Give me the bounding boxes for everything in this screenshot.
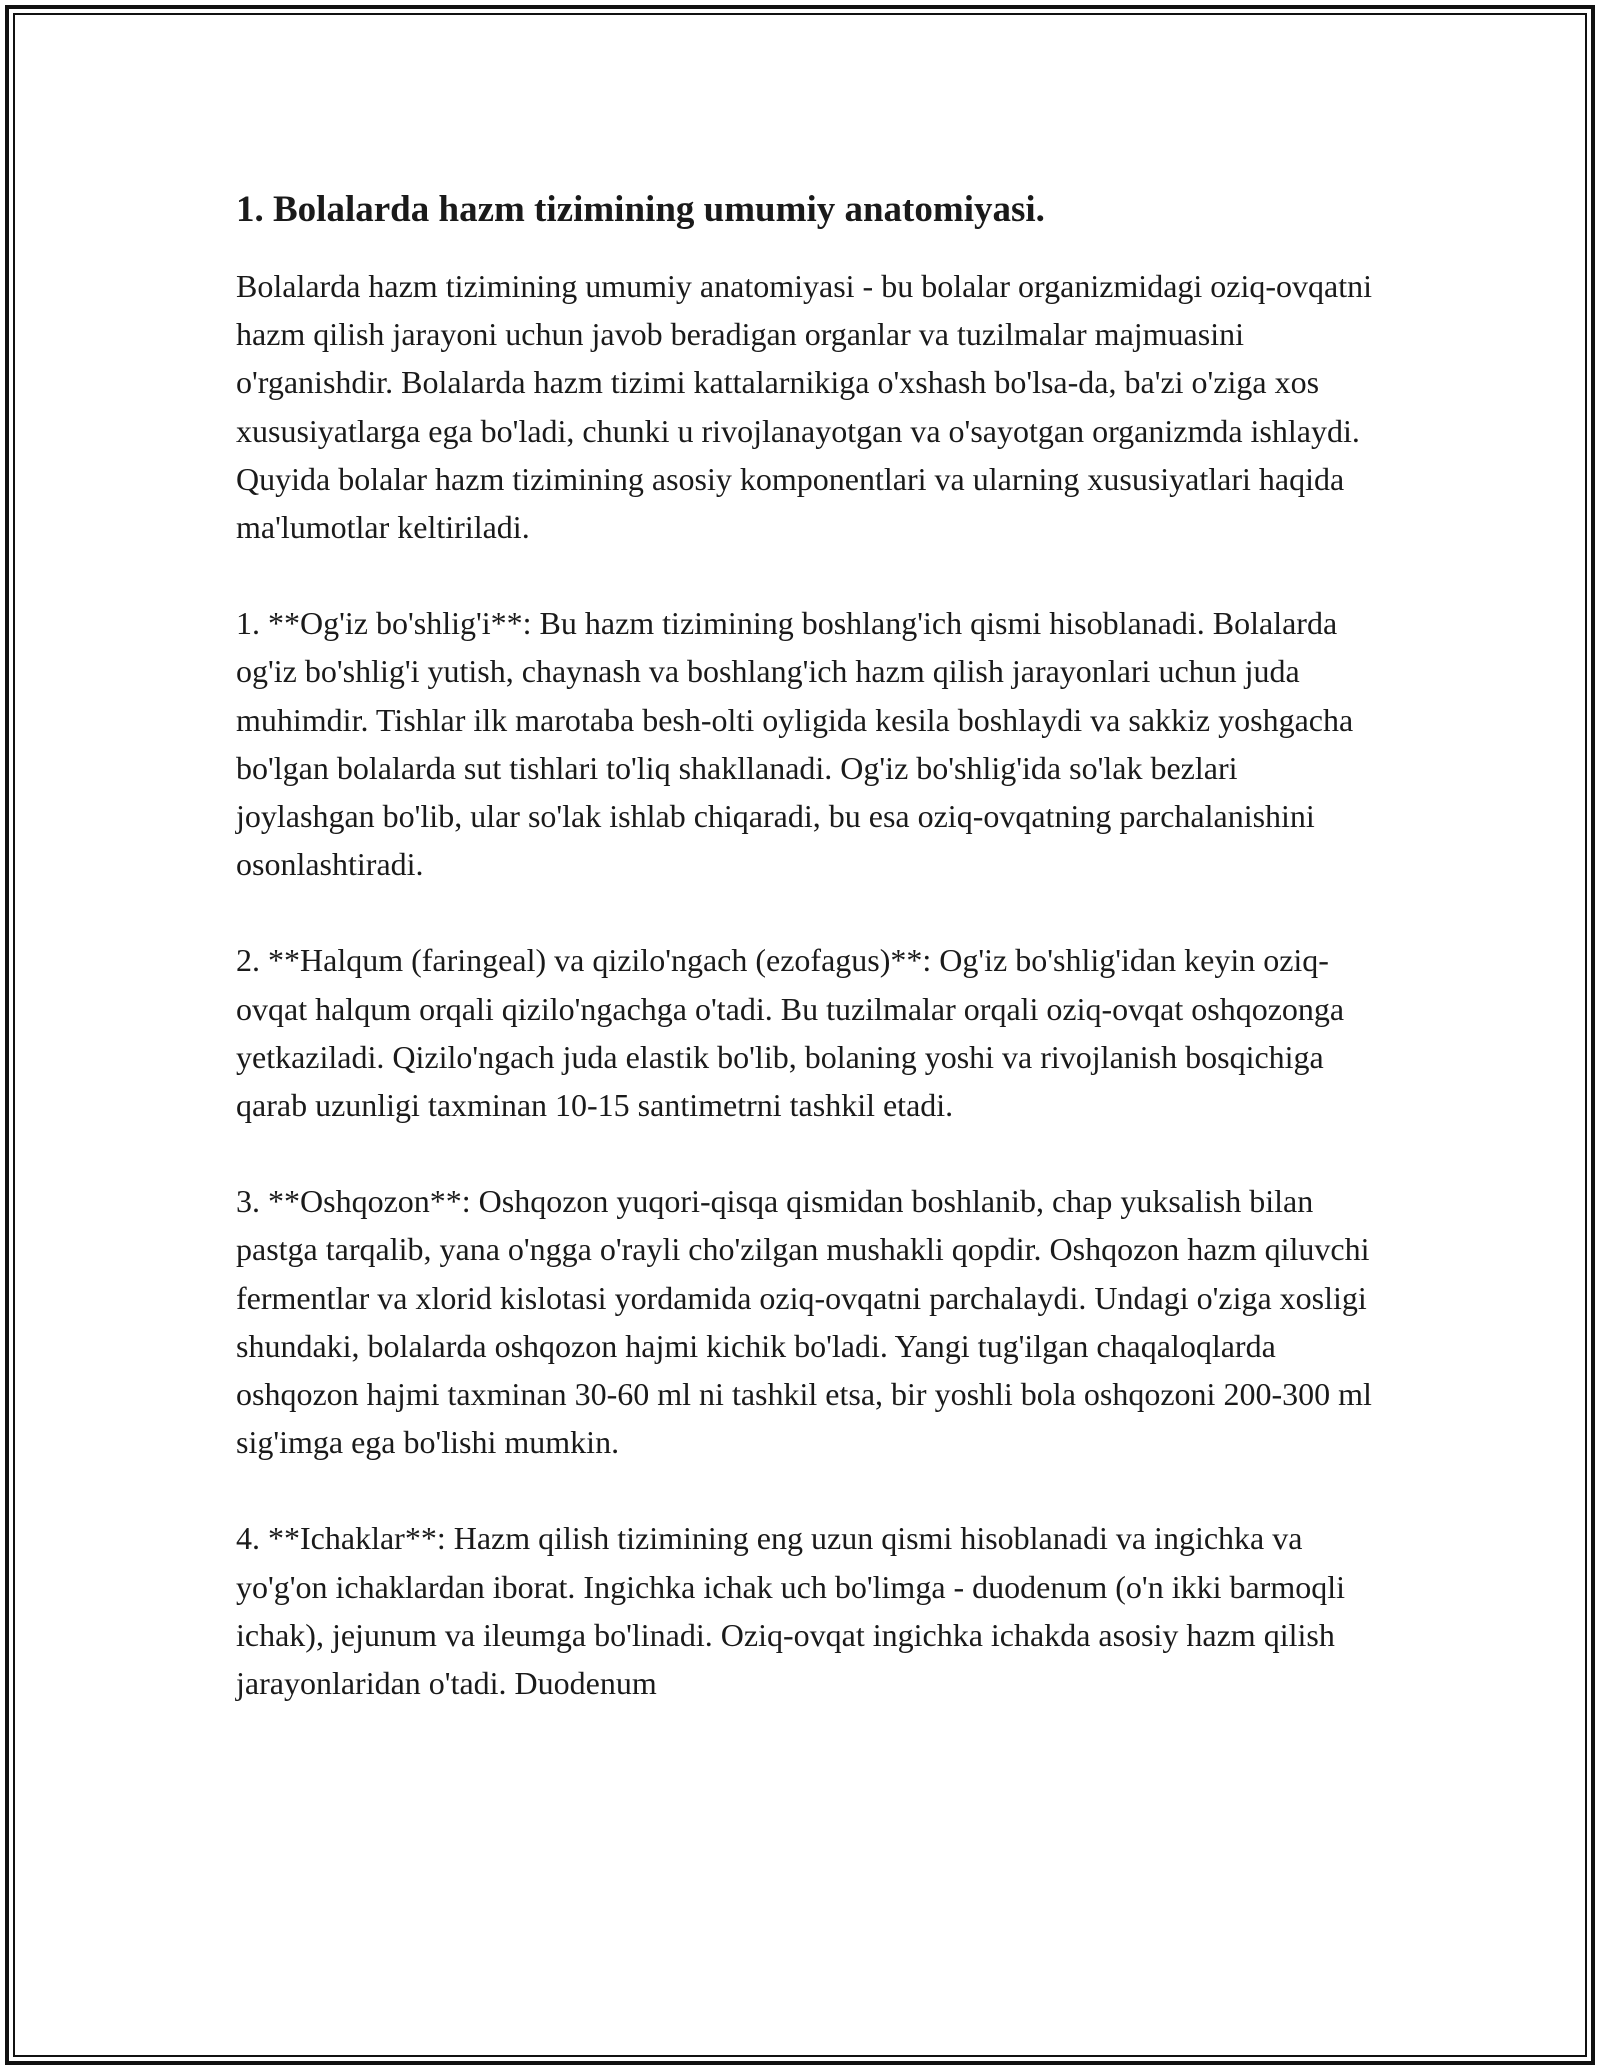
paragraph-stomach: 3. **Oshqozon**: Oshqozon yuqori-qisqa qismidan boshlanib, chap yuksalish bilan pastga tarqalib, yana o'ngga o'rayli cho'zilgan mushakli qopdir. Oshqozon hazm qiluvchi fermentlar va xlorid kislotasi yordamida oziq-ovqatni parchalaydi. Undagi o'ziga xosligi shundaki, bolalarda oshqozon hajmi kichik bo'ladi. Yangi tug'ilgan chaqaloqlarda oshqozon hajmi taxminan 30-60 ml ni tashkil etsa, bir yoshli bola oshqozoni 200-300 ml sig'imga ega bo'lishi mumkin. [236,1183,1372,1461]
paragraph-intestines: 4. **Ichaklar**: Hazm qilish tizimining eng uzun qismi hisoblanadi va ingichka va yo'g'on ichaklardan iborat. Ingichka ichak uch bo'limga - duodenum (o'n ikki barmoqli ichak), jejunum va ileumga bo'linadi. Oziq-ovqat ingichka ichakda asosiy hazm qilish jarayonlaridan o'tadi. Duodenum [236,1520,1345,1702]
paragraph-oral-cavity: 1. **Og'iz bo'shlig'i**: Bu hazm tizimining boshlang'ich qismi hisoblanadi. Bolalarda og'iz bo'shlig'i yutish, chaynash va boshlang'ich hazm qilish jarayonlari uchun juda muhimdir. Tishlar ilk marotaba besh-olti oyligida kesila boshlaydi va sakkiz yoshgacha bo'lgan bolalarda sut tishlari to'liq shakllanadi. Og'iz bo'shlig'ida so'lak bezlari joylashgan bo'lib, ular so'lak ishlab chiqaradi, bu esa oziq-ovqatning parchalanishini osonlashtiradi. [236,605,1354,883]
document-title: 1. Bolalarda hazm tizimining umumiy anatomiyasi. [236,189,1045,230]
paragraph-pharynx-esophagus: 2. **Halqum (faringeal) va qizilo'ngach (ezofagus)**: Og'iz bo'shlig'idan keyin oziq-ovqat halqum orqali qizilo'ngachga o'tadi. Bu tuzilmalar orqali oziq-ovqat oshqozonga yetkaziladi. Qizilo'ngach juda elastik bo'lib, bolaning yoshi va rivojlanish bosqichiga qarab uzunligi taxminan 10-15 santimetrni tashkil etadi. [236,942,1345,1124]
document-page [236,186,1376,1707]
intro-paragraph: Bolalarda hazm tizimining umumiy anatomiyasi - bu bolalar organizmidagi oziq-ovqatni hazm qilish jarayoni uchun javob beradigan organlar va tuzilmalar majmuasini o'rganishdir. Bolalarda hazm tizimi kattalarnikiga o'xshash bo'lsa-da, ba'zi o'ziga xos xususiyatlarga ega bo'ladi, chunki u rivojlanayotgan va o'sayotgan organizmda ishlaydi. Quyida bolalar hazm tizimining asosiy komponentlari va ularning xususiyatlari haqida ma'lumotlar keltiriladi. [236,268,1373,546]
